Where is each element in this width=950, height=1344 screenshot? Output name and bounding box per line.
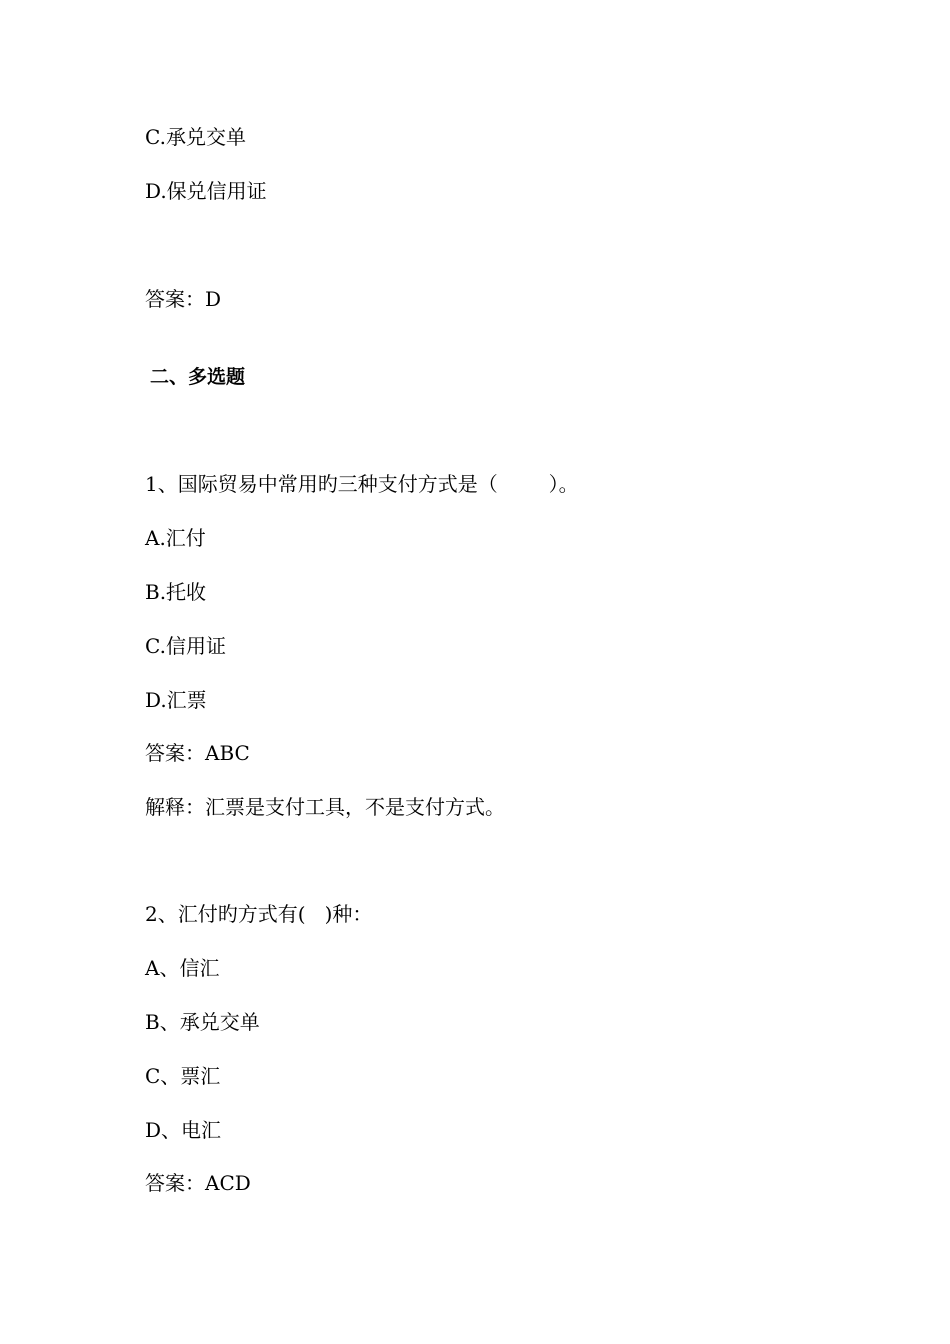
q2-option-b: B、承兑交单 <box>145 1010 260 1034</box>
q2-option-c: C、票汇 <box>145 1064 221 1088</box>
prev-option-d: D.保兑信用证 <box>145 179 267 203</box>
q1-option-a: A.汇付 <box>145 526 206 550</box>
q2-stem: 2、汇付旳方式有( )种： <box>145 902 373 926</box>
q1-stem: 1、国际贸易中常用旳三种支付方式是（ ）。 <box>145 472 579 496</box>
q1-answer: 答案：ABC <box>145 741 250 765</box>
section-title: 二、多选题 <box>150 366 246 388</box>
q1-option-b: B.托收 <box>145 580 207 604</box>
prev-answer: 答案：D <box>145 287 222 311</box>
q2-option-a: A、信汇 <box>145 956 220 980</box>
q1-explanation: 解释：汇票是支付工具，不是支付方式。 <box>145 795 505 819</box>
q1-option-d: D.汇票 <box>145 688 207 712</box>
prev-option-c: C.承兑交单 <box>145 125 246 149</box>
q2-answer: 答案：ACD <box>145 1171 251 1195</box>
q2-option-d: D、电汇 <box>145 1118 222 1142</box>
q1-option-c: C.信用证 <box>145 634 226 658</box>
